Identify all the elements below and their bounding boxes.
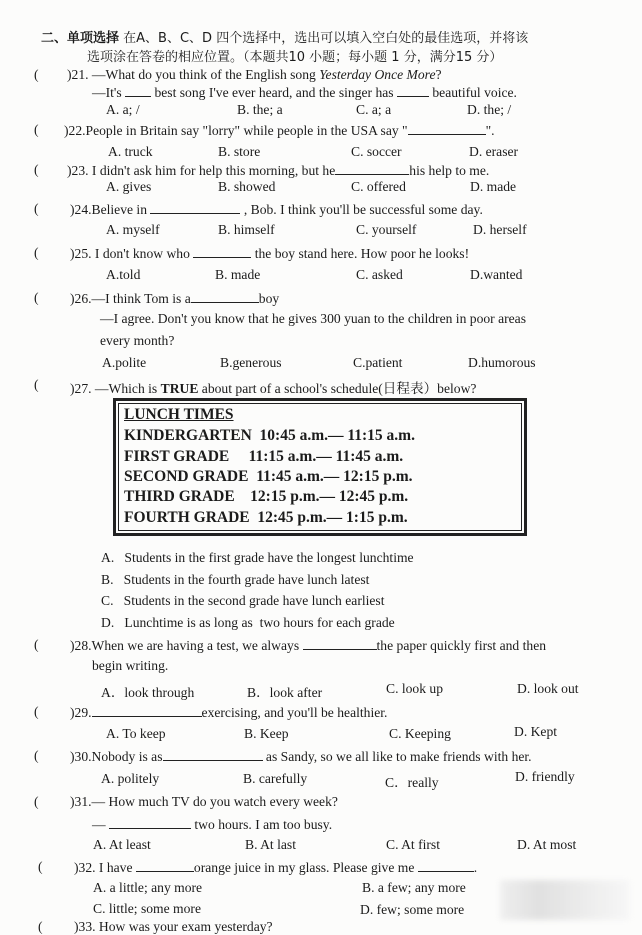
answer-paren: (: [34, 290, 39, 305]
question-22: )22.People in Britain say "lorry" while people in the USA say " ".: [64, 123, 495, 138]
question-28-line2: begin writing.: [92, 658, 169, 673]
option-b[interactable]: B. a few; any more: [362, 880, 466, 895]
option-d[interactable]: D. herself: [473, 222, 527, 237]
option-d[interactable]: D. Kept: [514, 724, 558, 739]
option-a[interactable]: A.told: [106, 267, 141, 282]
option-a[interactable]: A. a little; any more: [93, 880, 203, 895]
section-instructions: 选项涂在答卷的相应位置。（本题共10 小题；每小题 1 分，满分15 分）: [87, 50, 503, 65]
question-21: )21. —What do you think of the English song Yesterday Once More?: [67, 67, 442, 82]
section-heading: 二、单项选择 在A、B、C、D 四个选择中，选出可以填入空白处的最佳选项，并将该: [41, 31, 529, 46]
option-b[interactable]: B. showed: [218, 179, 276, 194]
answer-paren: (: [34, 245, 39, 260]
option-d[interactable]: D. the; /: [467, 102, 512, 117]
option-c[interactable]: C. look up: [386, 681, 444, 696]
option-c[interactable]: C.patient: [353, 355, 403, 370]
option-d[interactable]: D. few; some more: [360, 902, 465, 917]
schedule-row: THIRD GRADE 12:15 p.m.— 12:45 p.m.: [124, 488, 409, 505]
option-d[interactable]: D. At most: [517, 837, 577, 852]
answer-paren: (: [38, 859, 43, 874]
question-21-line2: —It's best song I've ever heard, and the singer has beautiful voice.: [92, 85, 517, 100]
question-33: )33. How was your exam yesterday?: [74, 919, 273, 934]
answer-paren: (: [34, 704, 39, 719]
answer-paren: (: [34, 201, 39, 216]
question-25: )25. I don't know who the boy stand here. How poor he looks!: [70, 246, 470, 261]
option-a[interactable]: A. gives: [106, 179, 152, 194]
answer-paren: (: [34, 637, 39, 652]
answer-paren: (: [34, 794, 39, 809]
option-b[interactable]: B. made: [215, 267, 261, 282]
option-c[interactable]: C. little; some more: [93, 901, 201, 916]
option-a[interactable]: A. At least: [93, 837, 151, 852]
option-b[interactable]: B. the; a: [237, 102, 283, 117]
answer-paren: (: [34, 122, 39, 137]
blurred-watermark: [500, 880, 630, 920]
question-28: )28.When we are having a test, we always the paper quickly first and then: [70, 638, 547, 653]
question-24: )24.Believe in , Bob. I think you'll be successful some day.: [70, 202, 483, 217]
question-31: )31.— How much TV do you watch every week?: [70, 794, 338, 809]
option-b[interactable]: B. himself: [218, 222, 275, 237]
question-23: )23. I didn't ask him for help this morning, but he his help to me.: [67, 163, 490, 178]
option-a[interactable]: A. To keep: [106, 726, 166, 741]
answer-paren: (: [34, 67, 39, 82]
option-b[interactable]: B. Keep: [244, 726, 289, 741]
question-27: )27. —Which is TRUE about part of a school's schedule(日程表）below?: [70, 381, 477, 396]
question-26-line3: every month?: [100, 333, 175, 348]
option-b[interactable]: B. carefully: [243, 771, 308, 786]
question-30: )30.Nobody is as as Sandy, so we all like to make friends with her.: [70, 749, 532, 764]
option-b[interactable]: B. store: [218, 144, 261, 159]
option-d[interactable]: D.humorous: [468, 355, 536, 370]
option-c[interactable]: C．really: [385, 775, 439, 790]
answer-paren: (: [34, 377, 39, 392]
question-26-line2: —I agree. Don't you know that he gives 300 yuan to the children in poor areas: [100, 311, 527, 326]
option-b[interactable]: B.generous: [220, 355, 282, 370]
answer-paren: (: [38, 919, 43, 934]
option-d[interactable]: D.wanted: [470, 267, 523, 282]
schedule-row: SECOND GRADE 11:45 a.m.— 12:15 p.m.: [124, 468, 413, 485]
schedule-title: LUNCH TIMES: [124, 406, 234, 423]
question-26: )26.—I think Tom is a boy: [70, 291, 280, 306]
option-c[interactable]: C. Students in the second grade have lunch earliest: [101, 593, 385, 608]
option-d[interactable]: D. Lunchtime is as long as two hours for each grade: [101, 615, 395, 630]
option-d[interactable]: D. made: [470, 179, 517, 194]
option-c[interactable]: C. Keeping: [389, 726, 451, 741]
option-b[interactable]: B. Students in the fourth grade have lunch latest: [101, 572, 370, 587]
option-c[interactable]: C. soccer: [351, 144, 402, 159]
option-a[interactable]: A. a; /: [106, 102, 140, 117]
option-d[interactable]: D. eraser: [469, 144, 519, 159]
question-31-line2: — two hours. I am too busy.: [92, 817, 333, 832]
option-a[interactable]: A. politely: [101, 771, 160, 786]
question-29: )29. exercising, and you'll be healthier.: [70, 705, 388, 720]
question-32: )32. I have orange juice in my glass. Please give me .: [74, 860, 478, 875]
option-d[interactable]: D. look out: [517, 681, 579, 696]
option-a[interactable]: A．look through: [101, 685, 195, 700]
option-c[interactable]: C. offered: [351, 179, 406, 194]
schedule-row: FOURTH GRADE 12:45 p.m.— 1:15 p.m.: [124, 509, 408, 526]
answer-paren: (: [34, 162, 39, 177]
option-a[interactable]: A. myself: [106, 222, 160, 237]
option-c[interactable]: C. At first: [386, 837, 441, 852]
option-c[interactable]: C. asked: [356, 267, 403, 282]
option-c[interactable]: C. a; a: [356, 102, 392, 117]
schedule-row: KINDERGARTEN 10:45 a.m.— 11:15 a.m.: [124, 427, 415, 444]
option-a[interactable]: A. truck: [108, 144, 153, 159]
option-b[interactable]: B．look after: [247, 685, 323, 700]
option-a[interactable]: A.polite: [102, 355, 147, 370]
option-c[interactable]: C. yourself: [356, 222, 417, 237]
option-b[interactable]: B. At last: [245, 837, 296, 852]
option-d[interactable]: D. friendly: [515, 769, 575, 784]
schedule-row: FIRST GRADE 11:15 a.m.— 11:45 a.m.: [124, 448, 404, 465]
answer-paren: (: [34, 748, 39, 763]
option-a[interactable]: A. Students in the first grade have the longest lunchtime: [101, 550, 414, 565]
